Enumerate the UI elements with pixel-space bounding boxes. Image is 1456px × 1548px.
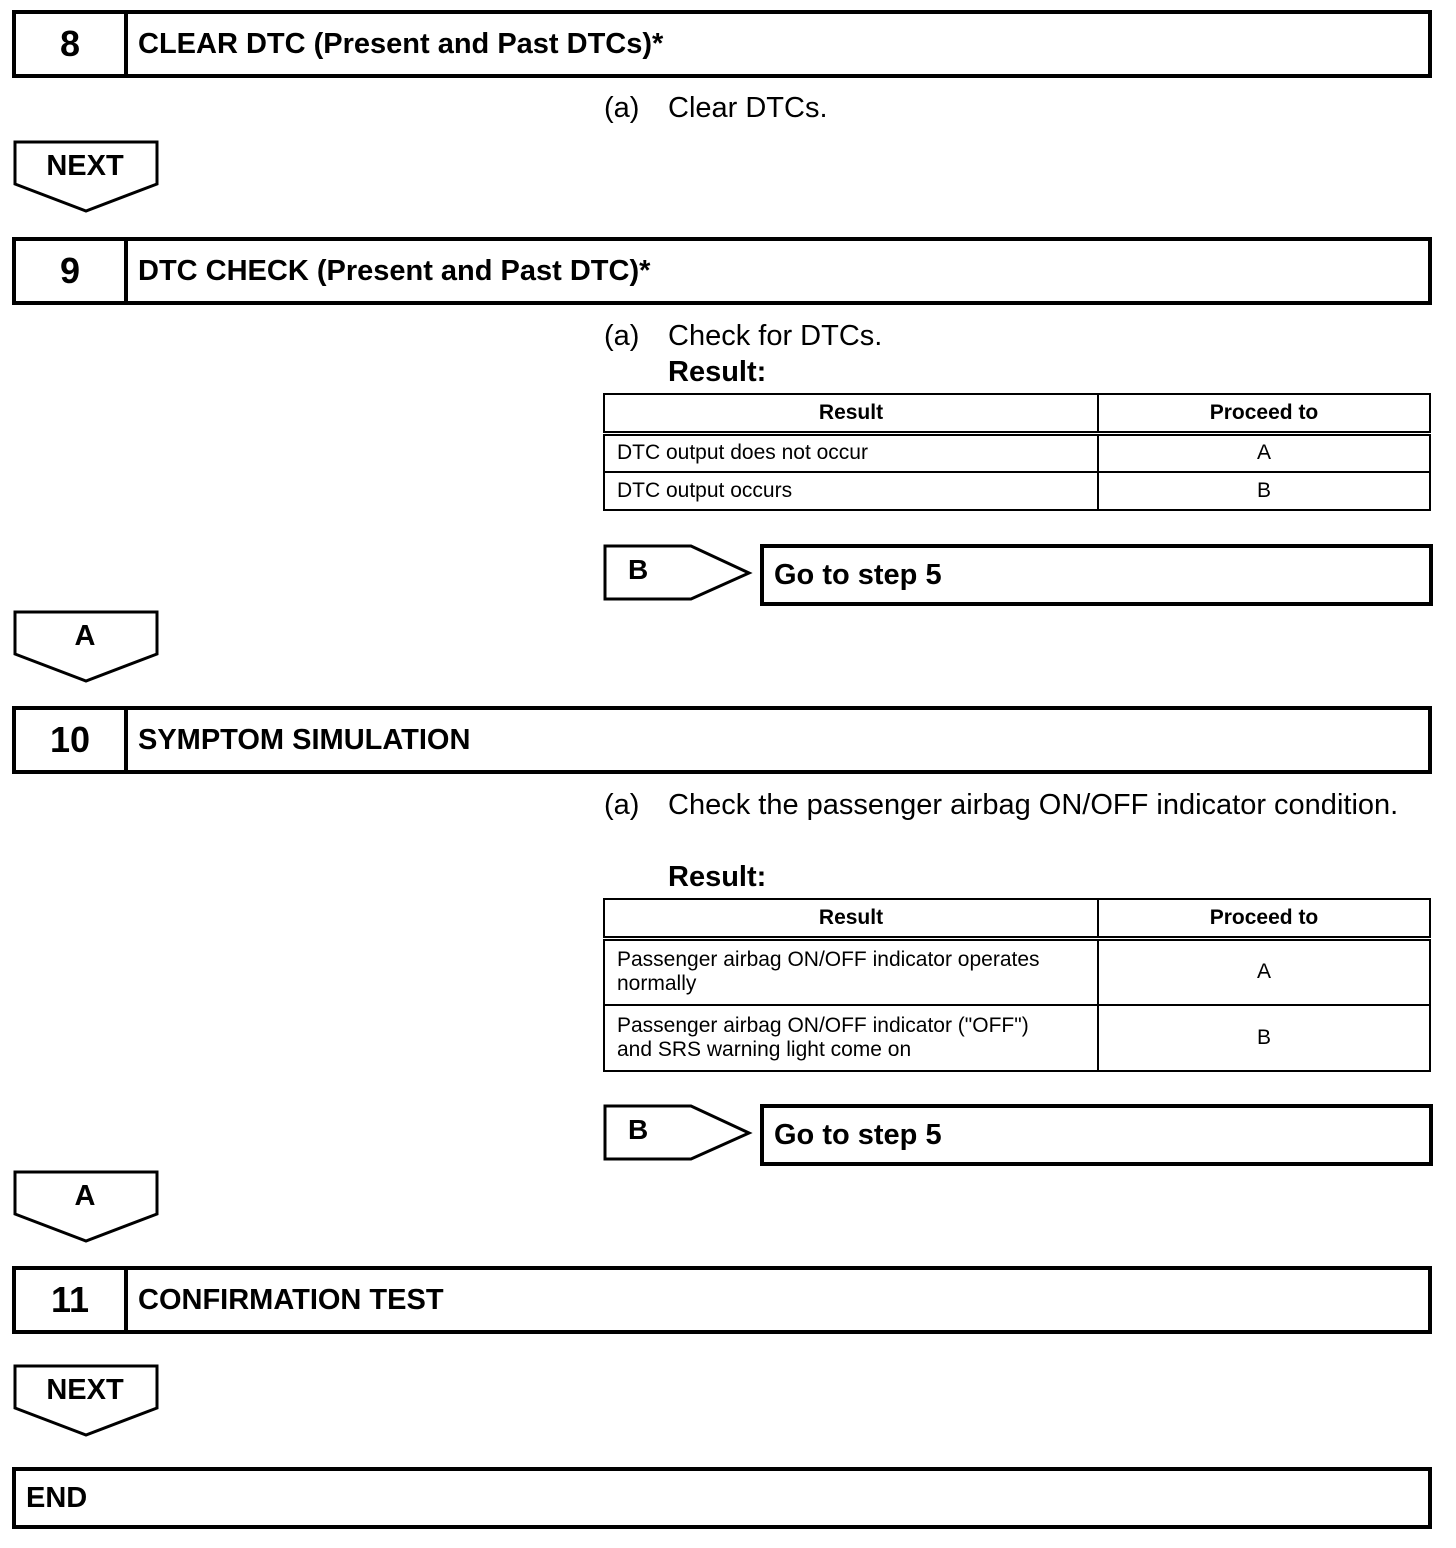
go-to-step-box: Go to step 5 [760, 1104, 1433, 1166]
result-cell [604, 939, 1098, 1005]
step-title: DTC CHECK (Present and Past DTC)* [138, 254, 651, 287]
a-label: A [74, 1180, 96, 1212]
step-title: SYMPTOM SIMULATION [138, 723, 471, 756]
a-label: A [74, 620, 96, 652]
step-8-header [12, 10, 1432, 78]
step-number: 10 [16, 710, 128, 770]
step-number: 11 [16, 1270, 128, 1330]
column-header-proceed: Proceed to [1098, 394, 1430, 434]
result-line: and SRS warning light come on [617, 1037, 912, 1061]
result-cell: DTC output occurs [604, 472, 1098, 510]
table-header-row [604, 394, 1430, 434]
instruction-text: Check the passenger airbag ON/OFF indicator condition. [668, 789, 1399, 821]
step-10-header [12, 706, 1432, 774]
table-header-row [604, 899, 1430, 939]
table-row [604, 939, 1430, 1005]
branch-b-arrow [603, 544, 753, 602]
step-9-result-table [603, 393, 1431, 511]
branch-b-arrow [603, 1104, 753, 1162]
right-arrow-icon [603, 544, 753, 602]
step-number: 8 [16, 14, 128, 74]
next-arrow-2 [13, 1364, 159, 1436]
instruction-text: Clear DTCs. [668, 92, 828, 124]
table-row [604, 1005, 1430, 1071]
result-cell: DTC output does not occur [604, 434, 1098, 472]
step-title: CONFIRMATION TEST [138, 1283, 444, 1316]
step-10-result-table [603, 898, 1431, 1072]
a-arrow-1 [13, 610, 159, 682]
column-header-result: Result [604, 394, 1098, 434]
table-row [604, 472, 1430, 510]
instruction-label: (a) [604, 320, 640, 352]
a-arrow-2 [13, 1170, 159, 1242]
branch-label: B [628, 1114, 649, 1145]
table-row [604, 434, 1430, 472]
result-line: Passenger airbag ON/OFF indicator ("OFF") [617, 1013, 1029, 1037]
instruction-text: Check for DTCs. [668, 320, 883, 352]
branch-label: B [628, 554, 649, 585]
right-arrow-icon [603, 1104, 753, 1162]
column-header-proceed: Proceed to [1098, 899, 1430, 939]
instruction-label: (a) [604, 92, 640, 124]
next-arrow-1 [13, 140, 159, 212]
column-header-result: Result [604, 899, 1098, 939]
result-line: Passenger airbag ON/OFF indicator operates [617, 948, 1040, 972]
next-label: NEXT [46, 1374, 124, 1406]
end-box: END [12, 1467, 1432, 1529]
go-to-step-box: Go to step 5 [760, 544, 1433, 606]
result-heading: Result: [668, 861, 767, 893]
result-line: normally [617, 972, 697, 996]
step-11-header [12, 1266, 1432, 1334]
result-cell [604, 1005, 1098, 1071]
step-title: CLEAR DTC (Present and Past DTCs)* [138, 27, 664, 60]
proceed-cell: B [1098, 1005, 1430, 1071]
result-heading: Result: [668, 356, 767, 388]
instruction-label: (a) [604, 789, 640, 821]
step-number: 9 [16, 241, 128, 301]
proceed-cell: B [1098, 472, 1430, 510]
proceed-cell: A [1098, 434, 1430, 472]
step-9-header [12, 237, 1432, 305]
next-label: NEXT [46, 150, 124, 182]
proceed-cell: A [1098, 939, 1430, 1005]
